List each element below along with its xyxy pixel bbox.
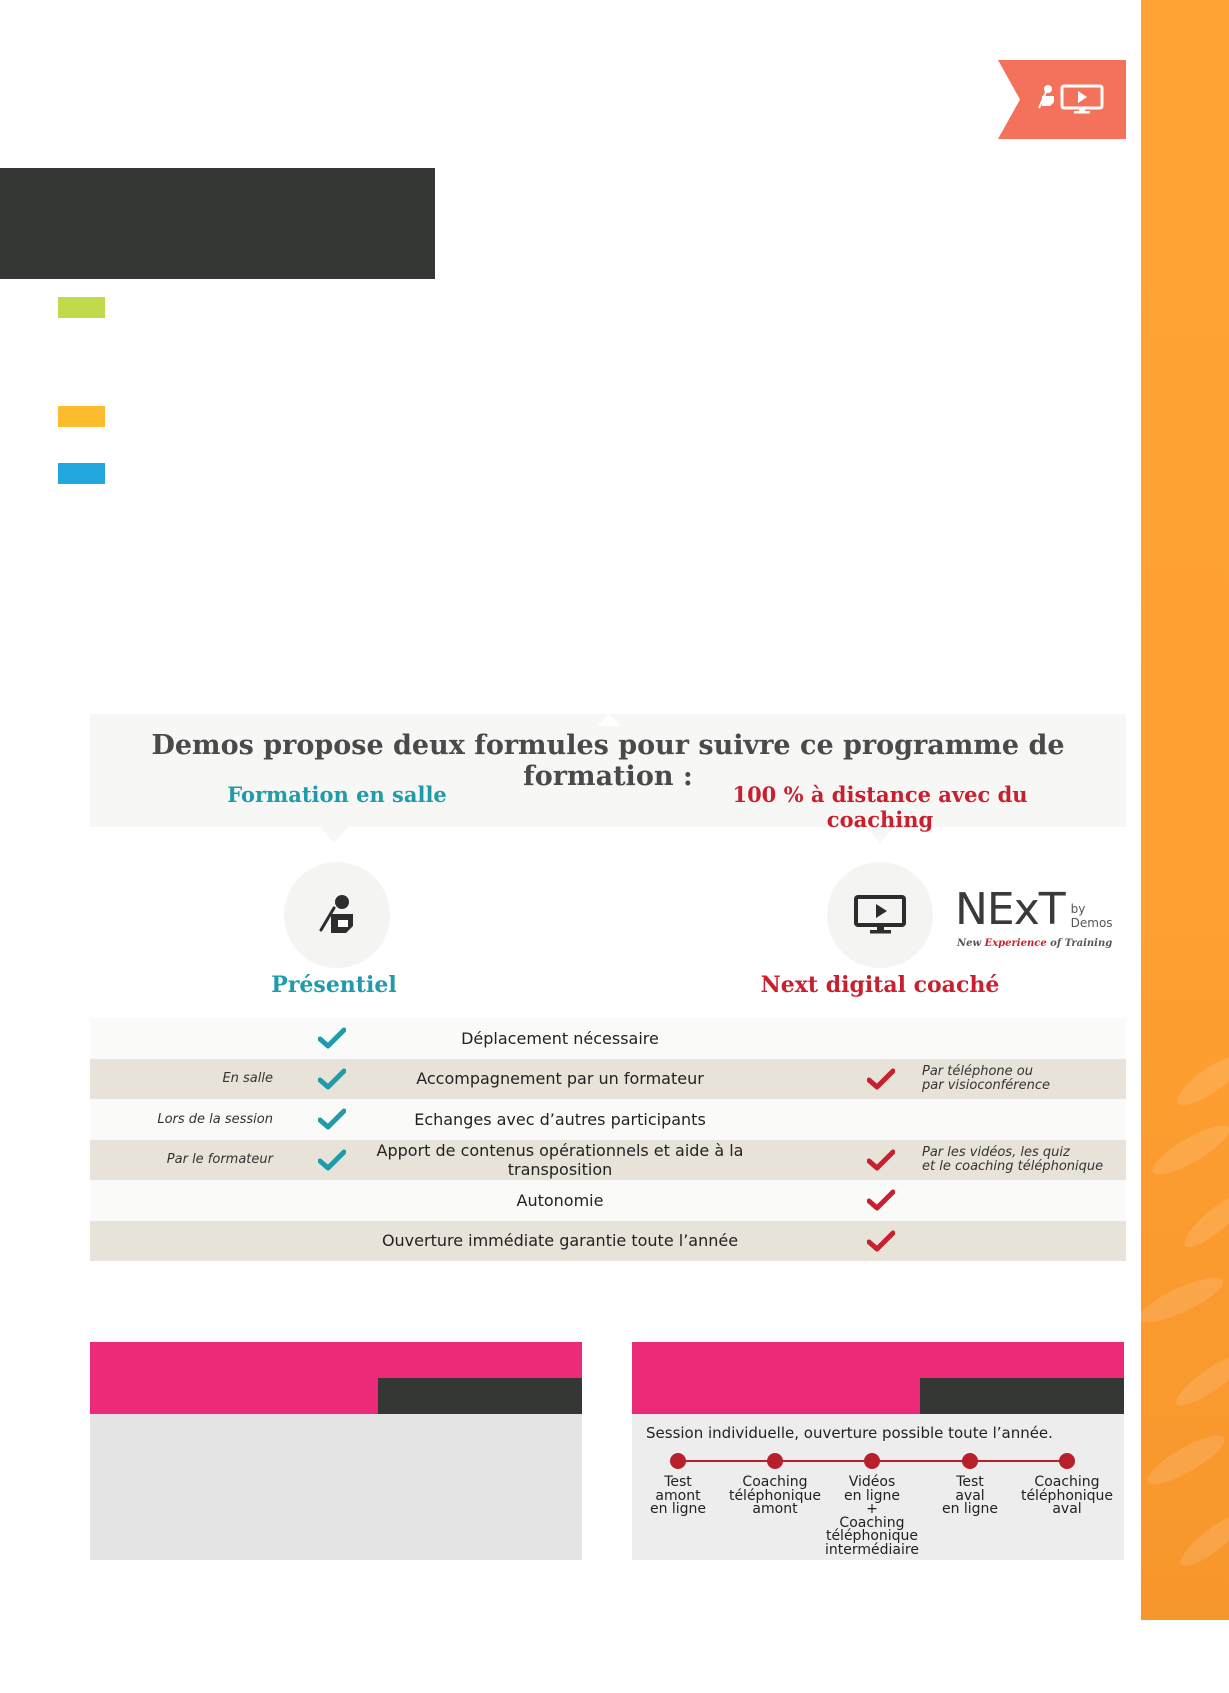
- next-icon-circle: [827, 862, 933, 968]
- next-logo-word: NExT: [955, 884, 1065, 935]
- teal-check-icon: [318, 1027, 346, 1049]
- timeline-step-label: Coaching téléphonique amont: [728, 1474, 822, 1517]
- next-logo-by: by Demos: [1070, 902, 1113, 930]
- presentiel-icon-circle: [284, 862, 390, 968]
- presentiel-box-tab: [378, 1378, 582, 1414]
- feature-label: Accompagnement par un formateur: [416, 1069, 704, 1089]
- next-box-tab: [920, 1378, 1124, 1414]
- red-check-icon: [867, 1189, 895, 1211]
- header-dark-block: [0, 168, 435, 279]
- timeline-dot: [962, 1453, 978, 1469]
- left-note: En salle: [222, 1071, 273, 1087]
- table-row: [90, 1018, 1126, 1059]
- right-note: Par téléphone ou par visioconférence: [922, 1063, 1050, 1093]
- format-banner: [998, 60, 1126, 139]
- trainer-icon: [312, 890, 362, 940]
- green-marker: [58, 297, 105, 318]
- table-row: [90, 1140, 1126, 1181]
- teal-check-icon: [318, 1108, 346, 1130]
- feature-cell: [360, 1018, 1030, 1059]
- table-row: [90, 1099, 1126, 1140]
- timeline-step-label: Test aval en ligne: [941, 1474, 999, 1517]
- feature-cell: [360, 1180, 1030, 1221]
- comparison-headline: Demos propose deux formules pour suivre ce programme de formation :: [151, 730, 1065, 792]
- presentiel-title: Présentiel: [271, 972, 397, 998]
- left-note: Lors de la session: [157, 1111, 273, 1127]
- feature-label: Apport de contenus opérationnels et aide à la transposition: [376, 1140, 744, 1179]
- video-screen-icon: [853, 893, 907, 937]
- timeline-dot: [864, 1453, 880, 1469]
- feature-label: Autonomie: [516, 1190, 604, 1210]
- yellow-marker: [58, 406, 105, 427]
- feature-label: Déplacement nécessaire: [461, 1028, 659, 1048]
- next-logo: [955, 884, 1125, 954]
- session-text: Session individuelle, ouverture possible toute l’année.: [646, 1424, 1053, 1442]
- feature-label: Echanges avec d’autres participants: [414, 1109, 706, 1129]
- timeline-step-label: Coaching téléphonique aval: [1020, 1474, 1114, 1517]
- red-check-icon: [867, 1068, 895, 1090]
- right-note: Par les vidéos, les quiz et le coaching téléphonique: [922, 1144, 1104, 1174]
- red-check-icon: [867, 1149, 895, 1171]
- side-color-band: [1141, 0, 1229, 1620]
- left-note: Par le formateur: [166, 1152, 273, 1168]
- comparison-table: [90, 1018, 1126, 1261]
- timeline-dot: [670, 1453, 686, 1469]
- presentiel-box-body: [90, 1414, 582, 1560]
- timeline-step-label: Test amont en ligne: [649, 1474, 707, 1517]
- feature-cell: [360, 1099, 1030, 1140]
- timeline-dot: [1059, 1453, 1075, 1469]
- teal-check-icon: [318, 1149, 346, 1171]
- presentiel-info-box: [90, 1342, 582, 1560]
- next-title: Next digital coaché: [760, 972, 1000, 998]
- feature-cell: [360, 1221, 1030, 1262]
- panel-notch-top: [597, 714, 621, 726]
- table-row: [90, 1221, 1126, 1262]
- blue-marker: [58, 463, 105, 484]
- table-row: [90, 1180, 1126, 1221]
- feature-label: Ouverture immédiate garantie toute l’année: [381, 1231, 739, 1251]
- next-box-body: [632, 1414, 1124, 1560]
- next-logo-tagline: New Experience of Training: [957, 938, 1113, 949]
- table-row: [90, 1059, 1126, 1100]
- left-subtitle: Formation en salle: [227, 782, 447, 807]
- red-check-icon: [867, 1230, 895, 1252]
- timeline-dot: [767, 1453, 783, 1469]
- panel-notch-left: [320, 827, 348, 843]
- timeline-step-label: Vidéos en ligne + Coaching téléphonique intermédiaire: [825, 1474, 919, 1558]
- next-info-box: [632, 1342, 1124, 1560]
- right-subtitle: 100 % à distance avec du coaching: [732, 782, 1028, 832]
- teal-check-icon: [318, 1068, 346, 1090]
